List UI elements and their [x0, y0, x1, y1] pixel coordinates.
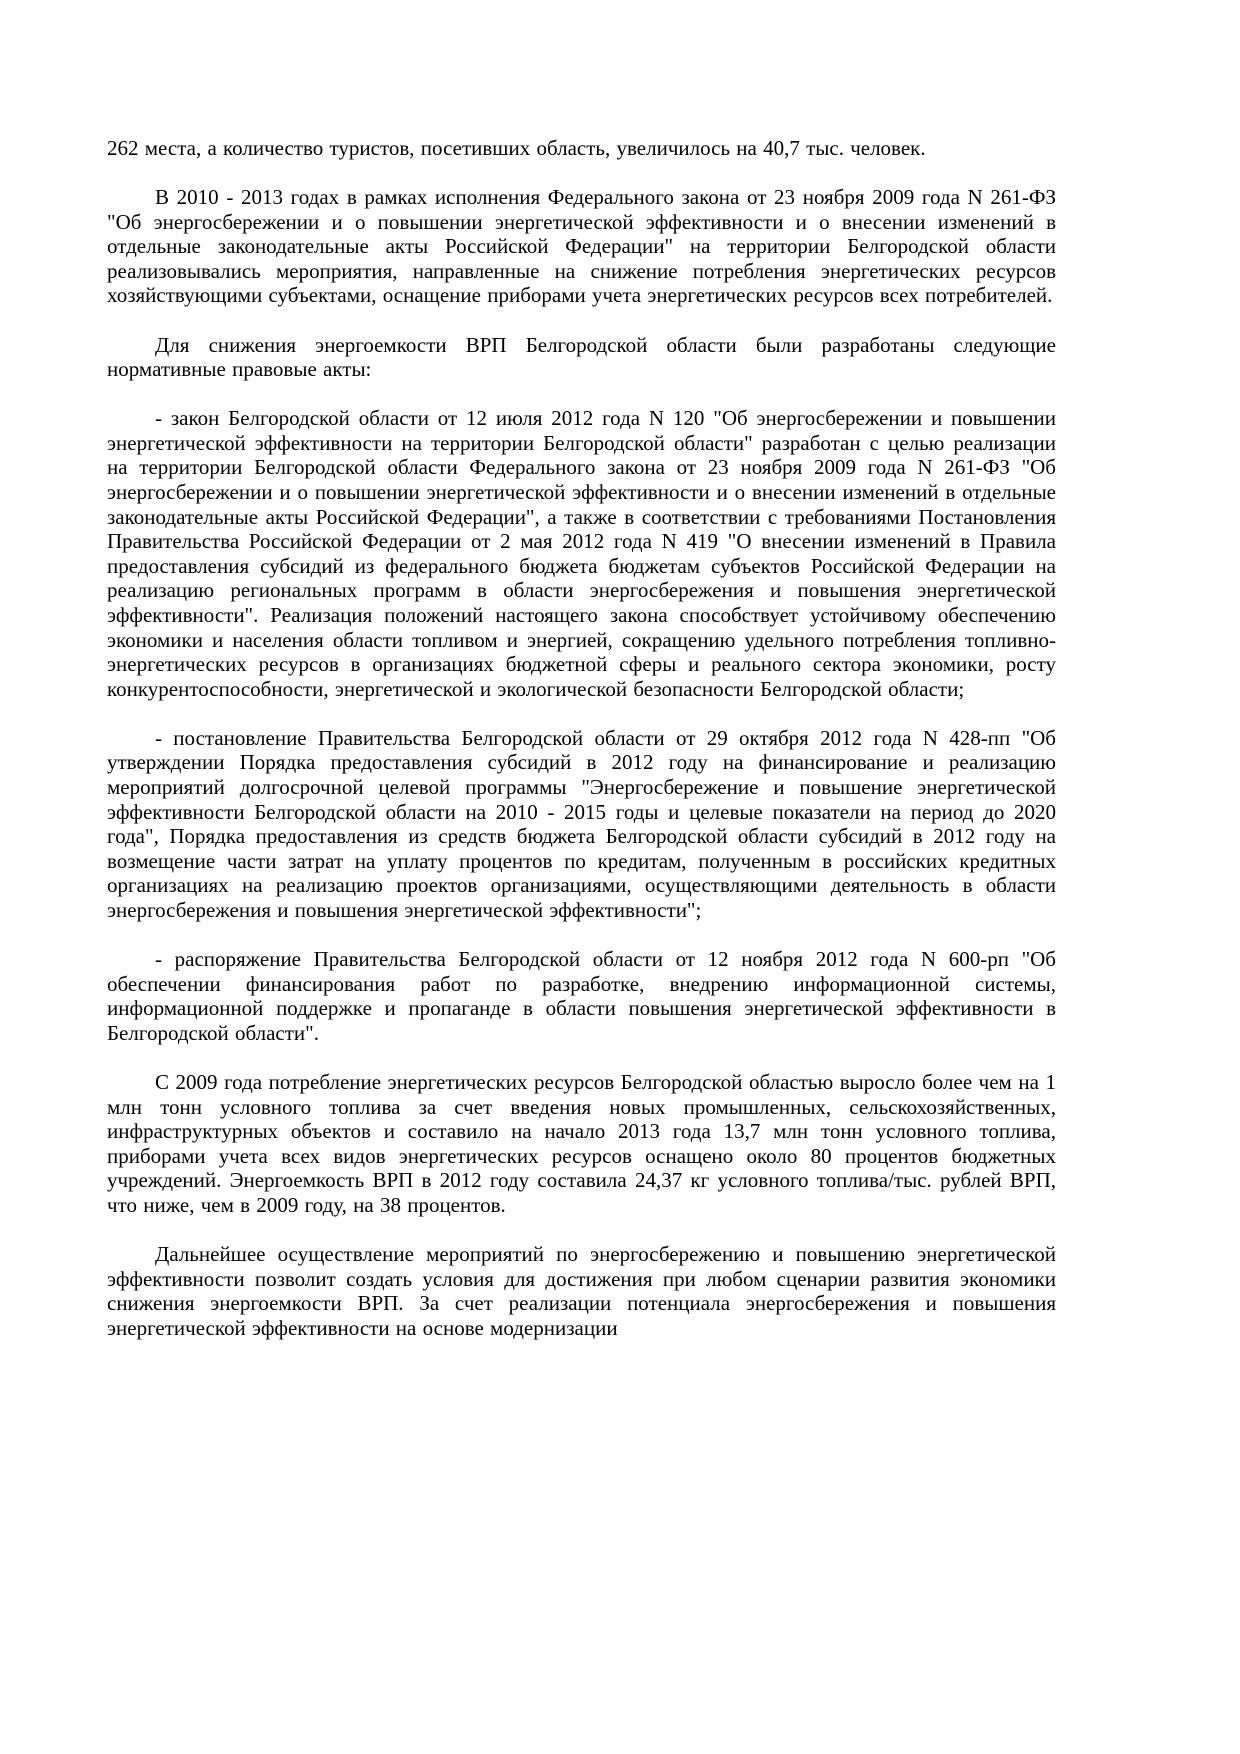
list-item-government-directive: - распоряжение Правительства Белгородской области от 12 ноября 2012 года N 600-рп "Об обеспечении финансирования работ по разработке, внедрению информационной системы, информационной поддержке и пропаганде в области повышения энергетической эффективности в Белгородской области". [107, 947, 1056, 1045]
paragraph-acts-intro: Для снижения энергоемкости ВРП Белгородской области были разработаны следующие нормативные правовые акты: [107, 332, 1056, 382]
list-item-regional-law: - закон Белгородской области от 12 июля 2012 года N 120 "Об энергосбережении и повышении энергетической эффективности на территории Белгородской области" разработан с целью реализации на территории Белгородской области Федерального закона от 23 ноября 2009 года N 261-ФЗ "Об энергосбережении и о повышении энергетической эффективности и о внесении изменений в отдельные законодательные акты Российской Федерации", а также в соответствии с требованиями Постановления Правительства Российской Федерации от 2 мая 2012 года N 419 "О внесении изменений в Правила предоставления субсидий из федерального бюджета бюджетам субъектов Российской Федерации на реализацию региональных программ в области энергосбережения и повышения энергетической эффективности". Реализация положений настоящего закона способствует устойчивому обеспечению экономики и населения области топливом и энергией, сокращению удельного потребления топливно-энергетических ресурсов в организациях бюджетной сферы и реального сектора экономики, росту конкурентоспособности, энергетической и экологической безопасности Белгородской области; [107, 406, 1056, 701]
list-item-government-resolution: - постановление Правительства Белгородской области от 29 октября 2012 года N 428-пп "Об утверждении Порядка предоставления субсидий в 2012 году на финансирование и реализацию мероприятий долгосрочной целевой программы "Энергосбережение и повышение энергетической эффективности Белгородской области на 2010 - 2015 годы и целевые показатели на период до 2020 года", Порядка предоставления из средств бюджета Белгородской области субсидий в 2012 году на возмещение части затрат на уплату процентов по кредитам, полученным в российских кредитных организациях на реализацию проектов организациями, осуществляющими деятельность в области энергосбережения и повышения энергетической эффективности"; [107, 725, 1056, 923]
paragraph-further-measures: Дальнейшее осуществление мероприятий по энергосбережению и повышению энергетической эффективности позволит создать условия для достижения при любом сценарии развития экономики снижения энергоемкости ВРП. За счет реализации потенциала энергосбережения и повышения энергетической эффективности на основе модернизации [107, 1242, 1056, 1340]
paragraph-federal-law-implementation: В 2010 - 2013 годах в рамках исполнения Федерального закона от 23 ноября 2009 года N 261-ФЗ "Об энергосбережении и о повышении энергетической эффективности и о внесении изменений в отдельные законодательные акты Российской Федерации" на территории Белгородской области реализовывались мероприятия, направленные на снижение потребления энергетических ресурсов хозяйствующими субъектами, оснащение приборами учета энергетических ресурсов всех потребителей. [107, 185, 1056, 308]
paragraph-energy-consumption-stats: С 2009 года потребление энергетических ресурсов Белгородской областью выросло более чем на 1 млн тонн условного топлива за счет введения новых промышленных, сельскохозяйственных, инфраструктурных объектов и составило на начало 2013 года 13,7 млн тонн условного топлива, приборами учета всех видов энергетических ресурсов оснащено около 80 процентов бюджетных учреждений. Энергоемкость ВРП в 2012 году составила 24,37 кг условного топлива/тыс. рублей ВРП, что ниже, чем в 2009 году, на 38 процентов. [107, 1070, 1056, 1217]
paragraph-continuation: 262 места, а количество туристов, посетивших область, увеличилось на 40,7 тыс. человек. [107, 136, 926, 160]
